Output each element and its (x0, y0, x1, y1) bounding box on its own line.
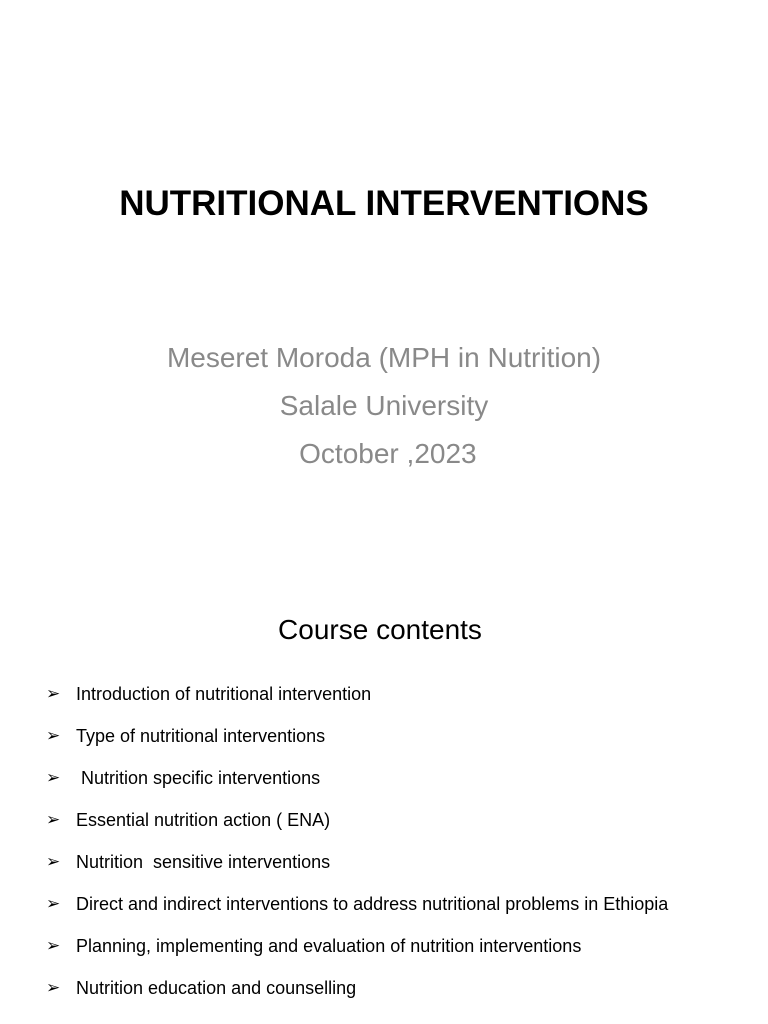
list-item: ➢ Nutrition specific interventions (0, 760, 768, 802)
date-line: October ,2023 (291, 438, 477, 469)
arrow-bullet-icon: ➢ (46, 768, 61, 787)
list-item: ➢ Introduction of nutritional intervention (0, 676, 768, 718)
list-item: ➢ Nutrition education and counselling (0, 970, 768, 1012)
slide-title: NUTRITIONAL INTERVENTIONS (119, 184, 649, 223)
list-item: ➢ Direct and indirect interventions to address nutritional problems in Ethiopia (0, 886, 768, 928)
slide-subtitle (0, 334, 768, 478)
arrow-bullet-icon: ➢ (46, 852, 61, 871)
arrow-bullet-icon: ➢ (46, 684, 61, 703)
arrow-bullet-icon: ➢ (46, 936, 61, 955)
arrow-bullet-icon: ➢ (46, 978, 61, 997)
author-line: Meseret Moroda (MPH in Nutrition) (166, 342, 602, 373)
contents-heading: Course contents (278, 614, 482, 645)
list-item: ➢ Nutrition sensitive interventions (0, 844, 768, 886)
list-item: ➢ Planning, implementing and evaluation of nutrition interventions (0, 928, 768, 970)
contents-list (0, 676, 768, 1012)
arrow-bullet-icon: ➢ (46, 894, 61, 913)
contents-slide (0, 578, 768, 1024)
arrow-bullet-icon: ➢ (46, 726, 61, 745)
list-item: ➢ Essential nutrition action ( ENA) (0, 802, 768, 844)
arrow-bullet-icon: ➢ (46, 810, 61, 829)
institution-line: Salale University (279, 390, 489, 421)
list-item: ➢ Type of nutritional interventions (0, 718, 768, 760)
